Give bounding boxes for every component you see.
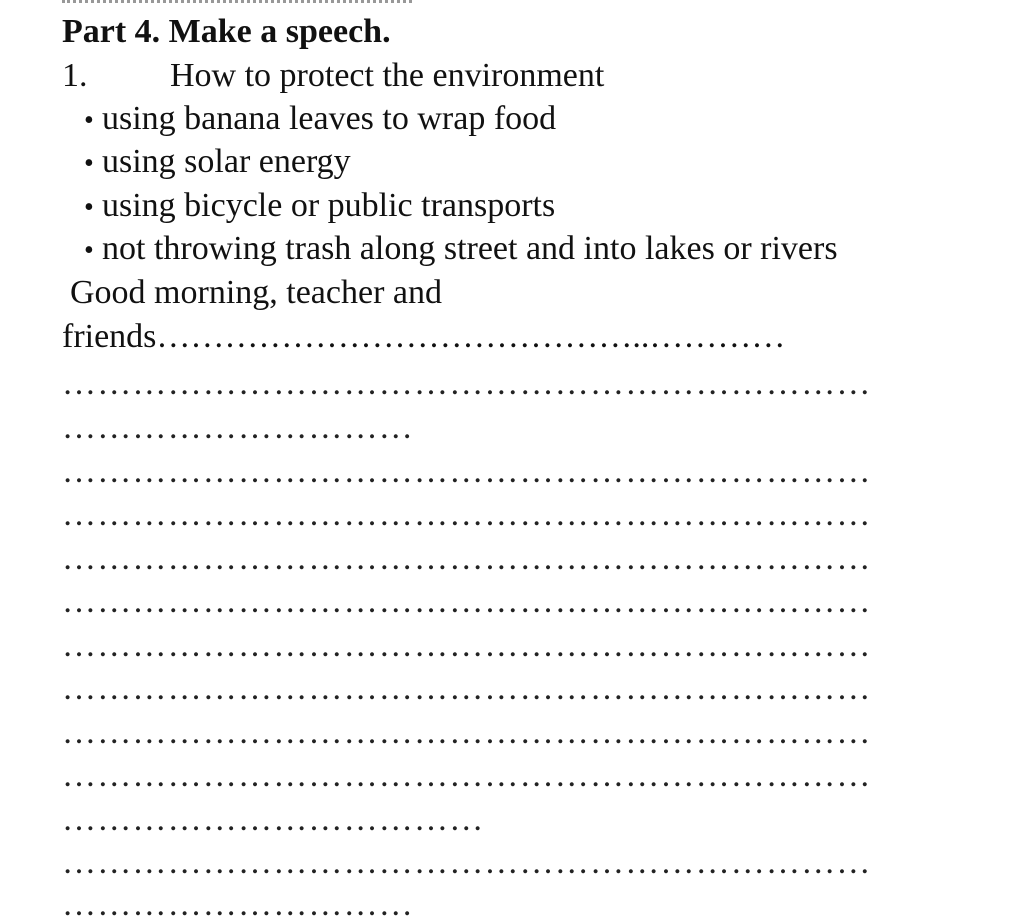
bullet-item	[84, 186, 555, 228]
bullet-text: using bicycle or public transports	[102, 187, 556, 224]
answer-line[interactable]: ……………………………………………………………	[62, 851, 872, 875]
bullet-item	[84, 99, 556, 141]
answer-line[interactable]: ……………………………………………………………	[62, 372, 872, 396]
top-cropped-rule	[62, 0, 412, 7]
answer-line[interactable]: …………………………	[62, 893, 414, 917]
speech-greeting: Good morning, teacher and	[70, 274, 442, 311]
answer-line[interactable]: ………………………………	[62, 808, 485, 832]
bullet-text: using banana leaves to wrap food	[102, 100, 557, 137]
part-heading: Part 4. Make a speech.	[62, 13, 391, 50]
bullet-item	[84, 229, 838, 271]
bullet-icon: •	[84, 235, 94, 266]
answer-line[interactable]: ……………………………………………………………	[62, 677, 872, 701]
topic-title: How to protect the environment	[170, 57, 605, 94]
answer-line[interactable]: …………………………	[62, 416, 414, 440]
answer-line[interactable]: ……………………………………………………………	[62, 503, 872, 527]
answer-line[interactable]: ……………………………………………………………	[62, 764, 872, 788]
answer-line[interactable]: ……………………………………………………………	[62, 721, 872, 745]
bullet-text: not throwing trash along street and into lakes or rivers	[102, 230, 838, 267]
bullet-text: using solar energy	[102, 143, 351, 180]
answer-line[interactable]: ……………………………………………………………	[62, 634, 872, 658]
bullet-icon: •	[84, 192, 94, 223]
topic-number: 1.	[62, 57, 88, 94]
bullet-icon: •	[84, 148, 94, 179]
answer-line[interactable]: ……………………………………………………………	[62, 460, 872, 484]
answer-line[interactable]: ……………………………………………………………	[62, 547, 872, 571]
speech-friends-line: friends……………………………………..…………	[62, 318, 786, 355]
answer-line[interactable]: ……………………………………………………………	[62, 590, 872, 614]
bullet-icon: •	[84, 105, 94, 136]
topic-line	[62, 56, 604, 96]
bullet-item	[84, 142, 351, 184]
